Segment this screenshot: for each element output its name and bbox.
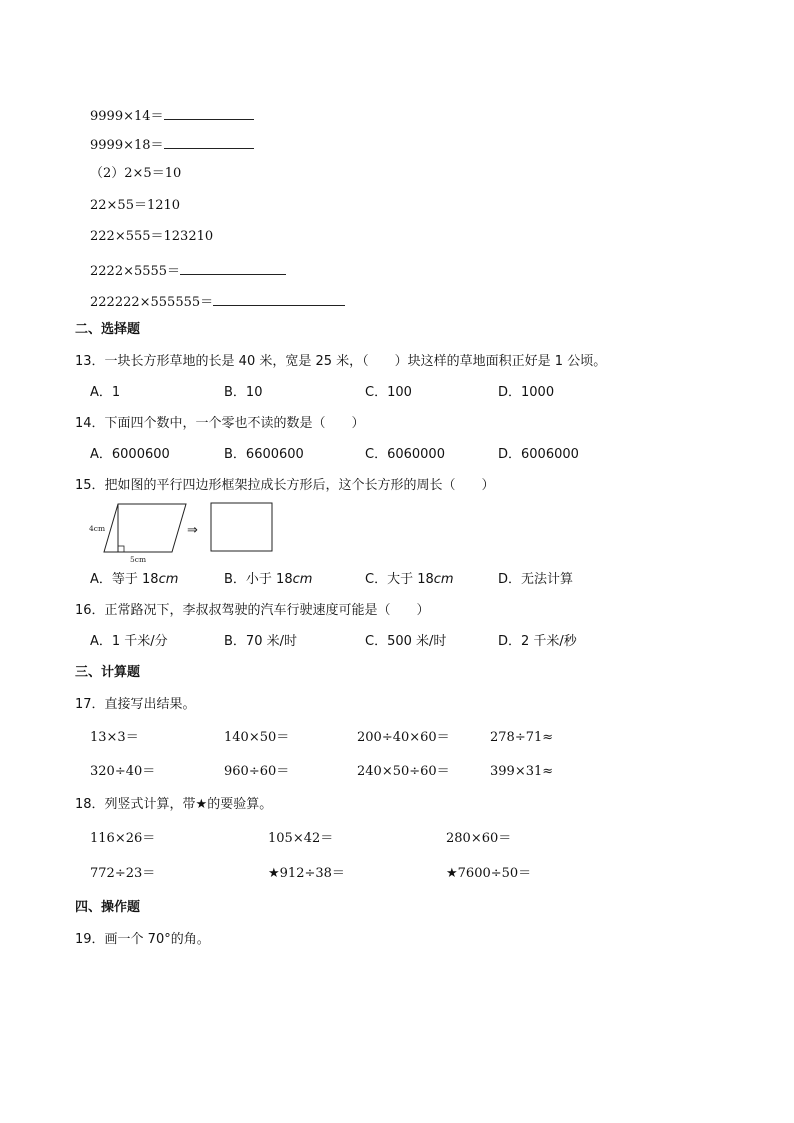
q15-option-d[interactable]: D．无法计算 xyxy=(498,572,574,587)
base-label: 5cm xyxy=(130,555,147,564)
pattern-expression: 222222×555555＝ xyxy=(90,295,214,310)
question-16-stem: 16．正常路况下，李叔叔驾驶的汽车行驶速度可能是（ ） xyxy=(75,603,430,618)
q17-item: 278÷71≈ xyxy=(490,730,554,745)
q18-item: 772÷23＝ xyxy=(90,866,156,881)
q14-option-d[interactable]: D．6006000 xyxy=(498,447,579,462)
answer-blank[interactable] xyxy=(164,135,254,149)
pattern-expression: 9999×18＝ xyxy=(90,138,164,153)
question-14-stem: 14．下面四个数中，一个零也不读的数是（ ） xyxy=(75,416,365,431)
q16-option-c[interactable]: C．500 米/时 xyxy=(365,634,447,649)
q18-item: 116×26＝ xyxy=(90,831,156,846)
q16-option-a[interactable]: A．1 千米/分 xyxy=(90,634,168,649)
question-19-stem: 19．画一个 70°的角。 xyxy=(75,932,210,947)
rectangle-shape xyxy=(211,503,272,551)
q18-item: ★912÷38＝ xyxy=(268,866,345,881)
answer-blank[interactable] xyxy=(180,261,286,275)
q15-option-a[interactable]: A．等于 18cm xyxy=(90,572,179,587)
section-title-operation: 四、操作题 xyxy=(75,900,141,915)
pattern-line-2 xyxy=(90,135,254,154)
q18-item: 105×42＝ xyxy=(268,831,334,846)
q17-item: 960÷60＝ xyxy=(224,764,290,779)
question-15-stem: 15．把如图的平行四边形框架拉成长方形后，这个长方形的周长（ ） xyxy=(75,478,495,493)
q17-item: 240×50÷60＝ xyxy=(357,764,450,779)
question-17-stem: 17．直接写出结果。 xyxy=(75,697,196,712)
q18-item: 280×60＝ xyxy=(446,831,512,846)
section-title-choice: 二、选择题 xyxy=(75,322,141,337)
pattern-line-with-blank xyxy=(90,292,345,311)
q13-option-a[interactable]: A．1 xyxy=(90,385,121,400)
q14-option-c[interactable]: C．6060000 xyxy=(365,447,445,462)
pattern-line-1 xyxy=(90,106,254,125)
answer-blank[interactable] xyxy=(164,106,254,120)
pattern-line: 22×55＝1210 xyxy=(90,198,181,213)
section-title-calculation: 三、计算题 xyxy=(75,665,141,680)
q13-option-d[interactable]: D．1000 xyxy=(498,385,555,400)
pattern-part2-label: （2）2×5＝10 xyxy=(90,166,182,181)
q17-item: 320÷40＝ xyxy=(90,764,156,779)
q18-item: ★7600÷50＝ xyxy=(446,866,532,881)
q17-item: 140×50＝ xyxy=(224,730,290,745)
answer-blank[interactable] xyxy=(213,292,345,306)
q13-option-c[interactable]: C．100 xyxy=(365,385,412,400)
pattern-expression: 9999×14＝ xyxy=(90,109,164,124)
right-angle-mark xyxy=(118,546,124,552)
parallelogram-shape xyxy=(104,504,186,552)
pattern-expression: 2222×5555＝ xyxy=(90,264,181,279)
q15-option-b[interactable]: B．小于 18cm xyxy=(224,572,313,587)
q17-item: 200÷40×60＝ xyxy=(357,730,450,745)
pattern-line-with-blank xyxy=(90,261,286,280)
q17-item: 13×3＝ xyxy=(90,730,139,745)
parallelogram-figure xyxy=(88,500,288,570)
q17-item: 399×31≈ xyxy=(490,764,554,779)
q16-option-d[interactable]: D．2 千米/秒 xyxy=(498,634,577,649)
q14-option-b[interactable]: B．6600600 xyxy=(224,447,304,462)
pattern-line: 222×555＝123210 xyxy=(90,229,214,244)
q13-option-b[interactable]: B．10 xyxy=(224,385,263,400)
transform-arrow-icon: ⇒ xyxy=(187,523,198,538)
q16-option-b[interactable]: B．70 米/时 xyxy=(224,634,297,649)
question-13-stem: 13．一块长方形草地的长是 40 米，宽是 25 米，（ ）块这样的草地面积正好是 1 公顷。 xyxy=(75,354,607,369)
q15-option-c[interactable]: C．大于 18cm xyxy=(365,572,454,587)
question-18-stem: 18．列竖式计算，带★的要验算。 xyxy=(75,797,273,812)
side-label: 4cm xyxy=(89,524,106,533)
q14-option-a[interactable]: A．6000600 xyxy=(90,447,170,462)
